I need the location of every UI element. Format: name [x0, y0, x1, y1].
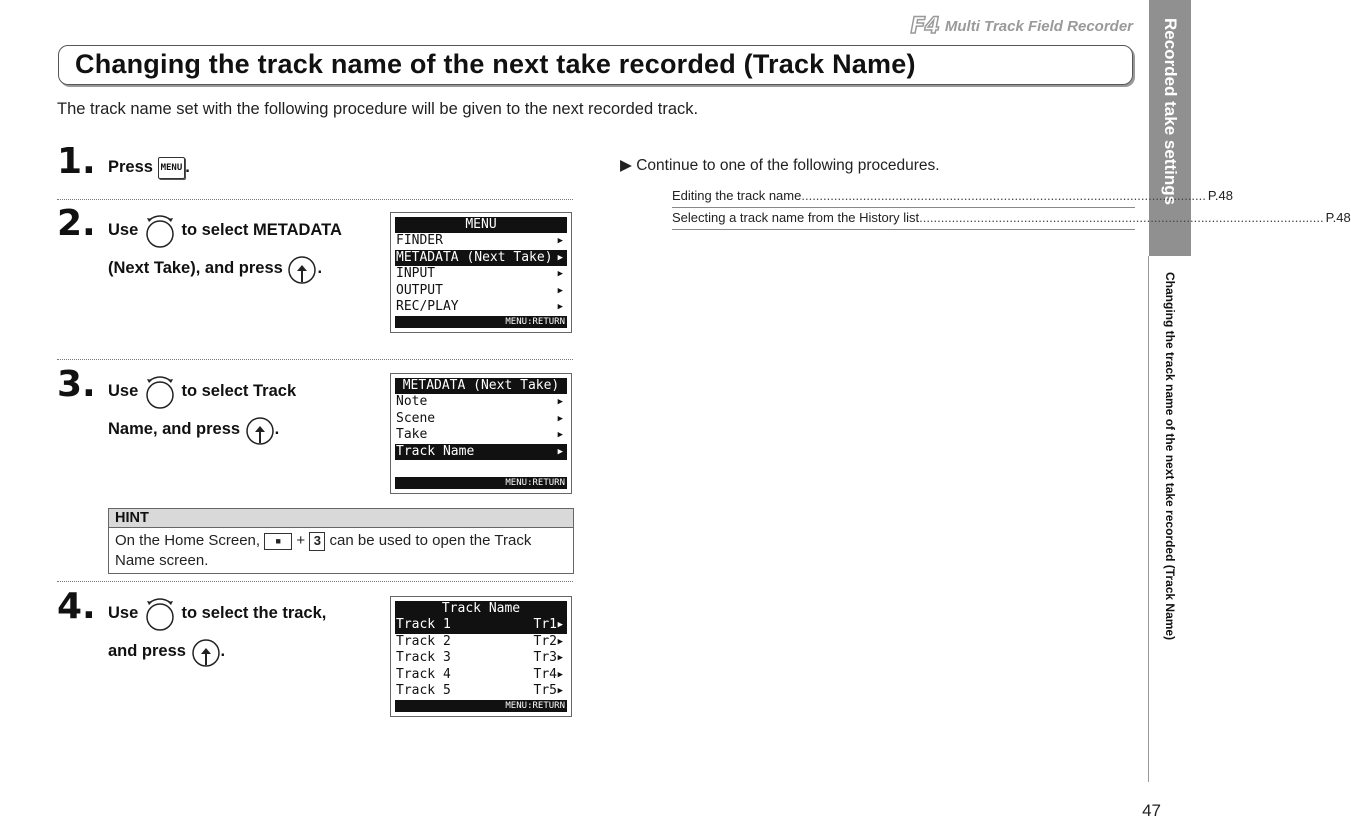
metadata-item: Note ▶: [396, 394, 563, 409]
step-4-text-a: Use: [108, 604, 139, 622]
step-4-text-b: to select the track,: [181, 604, 327, 622]
hint-text-a: On the Home Screen,: [115, 532, 261, 549]
track-row-selected: Track 1 Tr1 ▶: [395, 617, 567, 634]
step-1-text-b: .: [185, 158, 190, 176]
step-2-text-a: Use: [108, 221, 139, 239]
reference-table: [672, 186, 1351, 230]
metadata-screen-title: METADATA (Next Take): [395, 378, 567, 394]
hint-body: [109, 528, 573, 573]
step-4-text-c: and press: [108, 642, 186, 660]
track-row: Track 4 Tr4 ▶: [396, 666, 563, 682]
step-1-number: 1.: [57, 141, 96, 182]
step-3-text-b: to select Track: [181, 382, 297, 400]
stop-key-icon: ■: [264, 533, 292, 550]
title-box: [58, 45, 1133, 85]
menu-item: OUTPUT ▶: [396, 282, 563, 298]
continue-text: Continue to one of the following procedures.: [636, 157, 940, 174]
step-1-text-a: Press: [108, 158, 153, 176]
step-4-text-d: .: [220, 642, 226, 660]
intro-text: The track name set with the following procedure will be given to the next recorded track.: [57, 100, 699, 118]
trackname-screen-title: Track Name: [395, 601, 567, 617]
metadata-item: Take ▶: [396, 427, 563, 442]
brand-logo: F4: [910, 14, 939, 39]
continue-note: [620, 156, 940, 175]
reference-page: P.48: [1325, 210, 1351, 225]
step-1-text: [108, 148, 190, 186]
menu-item: INPUT ▶: [396, 266, 563, 281]
hint-heading: HINT: [109, 509, 573, 528]
push-dial-icon: [287, 254, 317, 284]
push-dial-icon: [245, 415, 275, 445]
step-2-text: [108, 211, 342, 287]
step-divider: [57, 359, 573, 360]
reference-row[interactable]: [672, 208, 1351, 230]
metadata-item-selected: Track Name ▶: [395, 444, 567, 461]
side-subtitle: [1149, 272, 1191, 712]
leader-dots: ................................................................................................................: [919, 210, 1324, 225]
step-3-text: [108, 372, 296, 448]
step-divider: [57, 199, 573, 200]
reference-label: Selecting a track name from the History list: [672, 210, 920, 225]
brand-header: [911, 14, 1133, 39]
menu-screen: [390, 212, 572, 333]
metadata-item: Scene ▶: [396, 410, 563, 426]
trackname-screen-footer: MENU:RETURN: [395, 700, 567, 712]
leader-dots: ................................................................................................................: [801, 188, 1206, 203]
hint-plus: +: [296, 532, 306, 549]
metadata-screen-footer: MENU:RETURN: [395, 477, 567, 489]
step-2-text-b: to select METADATA: [181, 221, 342, 239]
trackname-screen: [390, 596, 572, 717]
section-tab-label: Recorded take settings: [1161, 18, 1180, 206]
step-3-text-c: Name, and press: [108, 420, 241, 438]
step-2-number: 2.: [57, 203, 96, 244]
menu-key-icon: MENU: [158, 157, 186, 179]
track-row: Track 3 Tr3 ▶: [396, 650, 563, 665]
brand-text: Multi Track Field Recorder: [944, 18, 1133, 35]
track-3-key-icon: 3: [309, 532, 325, 551]
dial-icon: [143, 374, 177, 410]
metadata-empty-row: [395, 460, 567, 477]
step-2-text-d: .: [317, 259, 323, 277]
hint-box: [108, 508, 574, 574]
step-4-text: [108, 594, 326, 670]
step-3-text-d: .: [274, 420, 280, 438]
step-divider: [57, 581, 573, 582]
menu-item: REC/PLAY ▶: [396, 299, 563, 314]
reference-row[interactable]: [672, 186, 1233, 208]
reference-label: Editing the track name: [672, 188, 802, 203]
menu-screen-footer: MENU:RETURN: [395, 316, 567, 328]
side-subtitle-text: Changing the track name of the next take recorded (Track Name): [1163, 272, 1177, 641]
track-row: Track 2 Tr2 ▶: [396, 633, 563, 649]
dial-icon: [143, 596, 177, 632]
push-dial-icon: [191, 637, 221, 667]
page-number: 47: [1142, 801, 1161, 820]
reference-page: P.48: [1207, 188, 1233, 203]
step-4-number: 4.: [57, 586, 96, 627]
page-title: Changing the track name of the next take recorded (Track Name): [75, 49, 916, 79]
step-2-text-c: (Next Take), and press: [108, 259, 283, 277]
track-row: Track 5 Tr5 ▶: [396, 683, 563, 698]
metadata-screen: [390, 373, 572, 494]
step-3-text-a: Use: [108, 382, 139, 400]
menu-item-selected: METADATA (Next Take) ▶: [395, 250, 567, 267]
menu-screen-title: MENU: [395, 217, 567, 233]
hint-text-b: can be used to open the Track Name screen.: [115, 532, 532, 569]
step-3-number: 3.: [57, 364, 96, 405]
menu-item: FINDER ▶: [396, 233, 563, 248]
dial-icon: [143, 213, 177, 249]
triangle-icon: ▶: [620, 157, 632, 174]
